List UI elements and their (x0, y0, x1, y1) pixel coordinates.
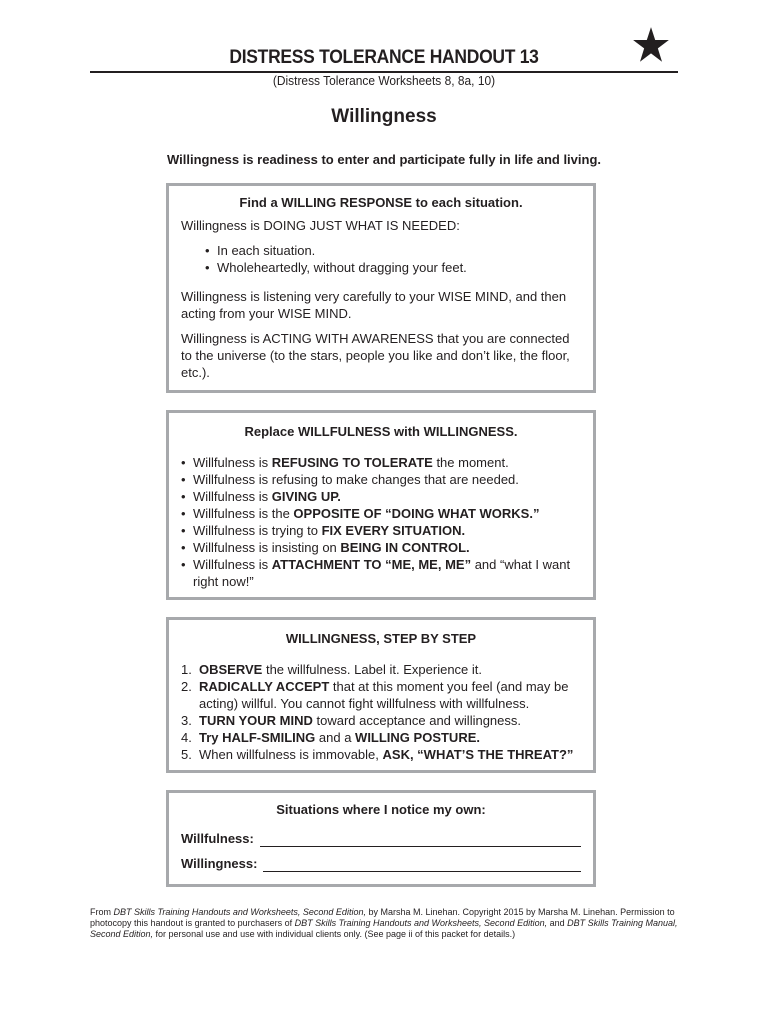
willfulness-input[interactable] (260, 832, 581, 847)
list-item: • Willfulness is the OPPOSITE OF “DOING WHAT WORKS.” (181, 505, 581, 522)
list-item: 4. Try HALF-SMILING and a WILLING POSTURE. (181, 730, 480, 745)
list-item: 5. When willfulness is immovable, ASK, “WHAT’S THE THREAT?” (181, 747, 574, 762)
willfulness-row (181, 830, 581, 847)
list-item: • In each situation. (205, 242, 581, 259)
awareness-paragraph: Willingness is ACTING WITH AWARENESS that you are connected to the universe (to the stars, people you like and don’t like, the floor, etc.). (181, 331, 570, 380)
list-item: 2. RADICALLY ACCEPT that at this moment you feel (and may be acting) willful. You cannot fight willfulness with willfulness. (181, 679, 569, 711)
list-item: 1. OBSERVE the willfulness. Label it. Experience it. (181, 662, 483, 677)
list-item: • Willfulness is GIVING UP. (181, 488, 581, 505)
willfulness-label: Willfulness: (181, 831, 254, 846)
handout-title: DISTRESS TOLERANCE HANDOUT 13 (229, 47, 539, 68)
box-heading: Situations where I notice my own: (276, 802, 486, 817)
steps-list (181, 661, 581, 763)
definition-text: Willingness is readiness to enter and participate fully in life and living. (166, 152, 602, 167)
step-by-step-box (166, 617, 596, 773)
willingness-label: Willingness: (181, 856, 258, 871)
box-heading: Replace WILLFULNESS with WILLINGNESS. (244, 424, 518, 439)
list-item: • Willfulness is insisting on BEING IN CONTROL. (181, 539, 581, 556)
situations-box (166, 790, 596, 887)
list-item: • Willfulness is REFUSING TO TOLERATE the moment. (181, 454, 581, 471)
willingness-row (181, 855, 581, 872)
list-item: • Willfulness is trying to FIX EVERY SITUATION. (181, 522, 581, 539)
willingness-bullets (181, 242, 581, 276)
list-item: • Wholeheartedly, without dragging your feet. (205, 259, 581, 276)
wise-mind-paragraph: Willingness is listening very carefully to your WISE MIND, and then acting from your WISE MIND. (181, 289, 567, 321)
list-item: • Willfulness is refusing to make changes that are needed. (181, 471, 581, 488)
willfulness-list (181, 454, 581, 590)
star-icon (632, 26, 670, 64)
willing-response-box (166, 183, 596, 393)
list-item: • Willfulness is ATTACHMENT TO “ME, ME, ME” and “what I want right now!” (181, 556, 581, 590)
list-item: 3. TURN YOUR MIND toward acceptance and willingness. (181, 713, 521, 728)
page-title: Willingness (331, 106, 437, 127)
willfulness-box (166, 410, 596, 600)
box-heading: Find a WILLING RESPONSE to each situation. (239, 195, 523, 210)
copyright-footer: From DBT Skills Training Handouts and Worksheets, Second Edition, by Marsha M. Linehan. Copyright 2015 by Marsha M. Linehan. Permission to photocopy this handout is granted to purchasers of DBT Skills Training Handouts and Worksheets, Second Edition, and DBT Skills Training Manual, Second Edition, for personal use and use with individual clients only. (See page ii of this packet for details.) (90, 907, 678, 939)
box-heading: WILLINGNESS, STEP BY STEP (285, 631, 477, 646)
worksheet-reference: (Distress Tolerance Worksheets 8, 8a, 10) (272, 73, 496, 88)
willingness-intro: Willingness is DOING JUST WHAT IS NEEDED: (181, 218, 460, 233)
willingness-input[interactable] (263, 857, 581, 872)
